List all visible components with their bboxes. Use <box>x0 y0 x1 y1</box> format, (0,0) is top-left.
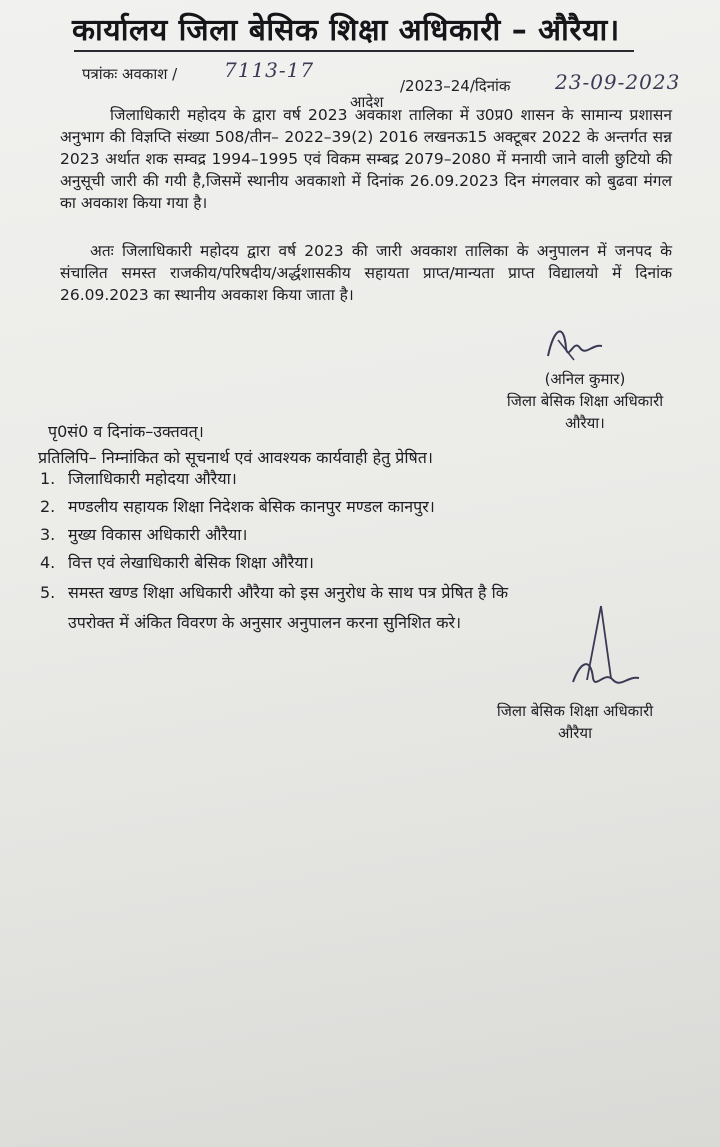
signature-1-block <box>470 368 700 434</box>
reference-number: 7113-17 <box>224 58 315 82</box>
list-item-text: जिलाधिकारी महोदया औरैया। <box>68 469 237 488</box>
list-item-number: 4. <box>40 553 56 572</box>
list-item-number: 1. <box>40 469 56 488</box>
list-item-text: समस्त खण्ड शिक्षा अधिकारी औरैया को इस अनुरोध के साथ पत्र प्रेषित है कि <box>68 583 509 602</box>
signatory-designation: जिला बेसिक शिक्षा अधिकारी <box>506 392 664 410</box>
list-item-text: मण्डलीय सहायक शिक्षा निदेशक बेसिक कानपुर मण्डल कानपुर। <box>68 497 435 516</box>
order-paragraph-1: जिलाधिकारी महोदय के द्वारा वर्ष 2023 अवकाश तालिका में उ0प्र0 शासन के सामान्य प्रशासन अनुभाग की विज्ञप्ति संख्या 508/तीन– 2022–39(2) 2016 लखनऊ15 अक्टूबर 2022 के अन्तर्गत सन्न 2023 अर्थात शक सम्वद्र 1994–1995 एवं विकम सम्बद्र 2079–2080 में मनायी जाने वाली छुटियो की अनुसूची जारी की गयी है,जिसमें स्थानीय अवकाशो में दिनांक 26.09.2023 दिन मंगलवार को बुढवा मंगल का अवकाश किया गया है। <box>60 106 672 212</box>
letterhead-title: कार्यालय जिला बेसिक शिक्षा अधिकारी – औरैया। <box>72 13 620 48</box>
list-item <box>40 550 314 576</box>
signatory-2-place: औरैया <box>557 724 593 742</box>
reference-year-date-label: /2023–24/दिनांक <box>400 77 511 95</box>
list-item <box>40 494 435 520</box>
endorsement-reference: पृ0सं0 व दिनांक–उक्तवत्। <box>48 422 204 441</box>
signatory-2-designation: जिला बेसिक शिक्षा अधिकारी <box>496 702 654 720</box>
signatory-name: (अनिल कुमार) <box>544 370 626 388</box>
order-paragraph-2: अतः जिलाधिकारी महोदय द्वारा वर्ष 2023 की जारी अवकाश तालिका के अनुपालन में जनपद के संचालित समस्त राजकीय/परिषदीय/अर्द्धशासकीय सहायता प्राप्त/मान्यता प्राप्त विद्यालयो में दिनांक 26.09.2023 का स्थानीय अवकाश किया जाता है। <box>60 242 672 304</box>
list-item <box>40 580 508 606</box>
reference-label: पत्रांकः अवकाश / <box>82 65 178 83</box>
signature-2-scribble <box>565 600 645 695</box>
copy-to-intro: प्रतिलिपि– निम्नांकित को सूचनार्थ एवं आवश्यक कार्यवाही हेतु प्रेषित। <box>38 448 433 467</box>
list-item-continuation: उपरोक्त में अंकित विवरण के अनुसार अनुपालन करना सुनिशित करे। <box>68 613 462 632</box>
list-item <box>40 522 247 548</box>
list-item-number: 2. <box>40 497 56 516</box>
signatory-place: औरैया। <box>565 414 605 432</box>
list-item-text: वित्त एवं लेखाधिकारी बेसिक शिक्षा औरैया। <box>68 553 314 572</box>
list-item-text: मुख्य विकास अधिकारी औरैया। <box>68 525 248 544</box>
letterhead-underline <box>74 50 634 52</box>
list-item-number: 5. <box>40 583 56 602</box>
reference-date: 23-09-2023 <box>555 70 681 94</box>
signature-2-block <box>460 700 690 744</box>
list-item <box>40 466 237 492</box>
signature-1-scribble <box>540 318 610 368</box>
order-heading: आदेश <box>350 93 384 111</box>
list-item-number: 3. <box>40 525 56 544</box>
